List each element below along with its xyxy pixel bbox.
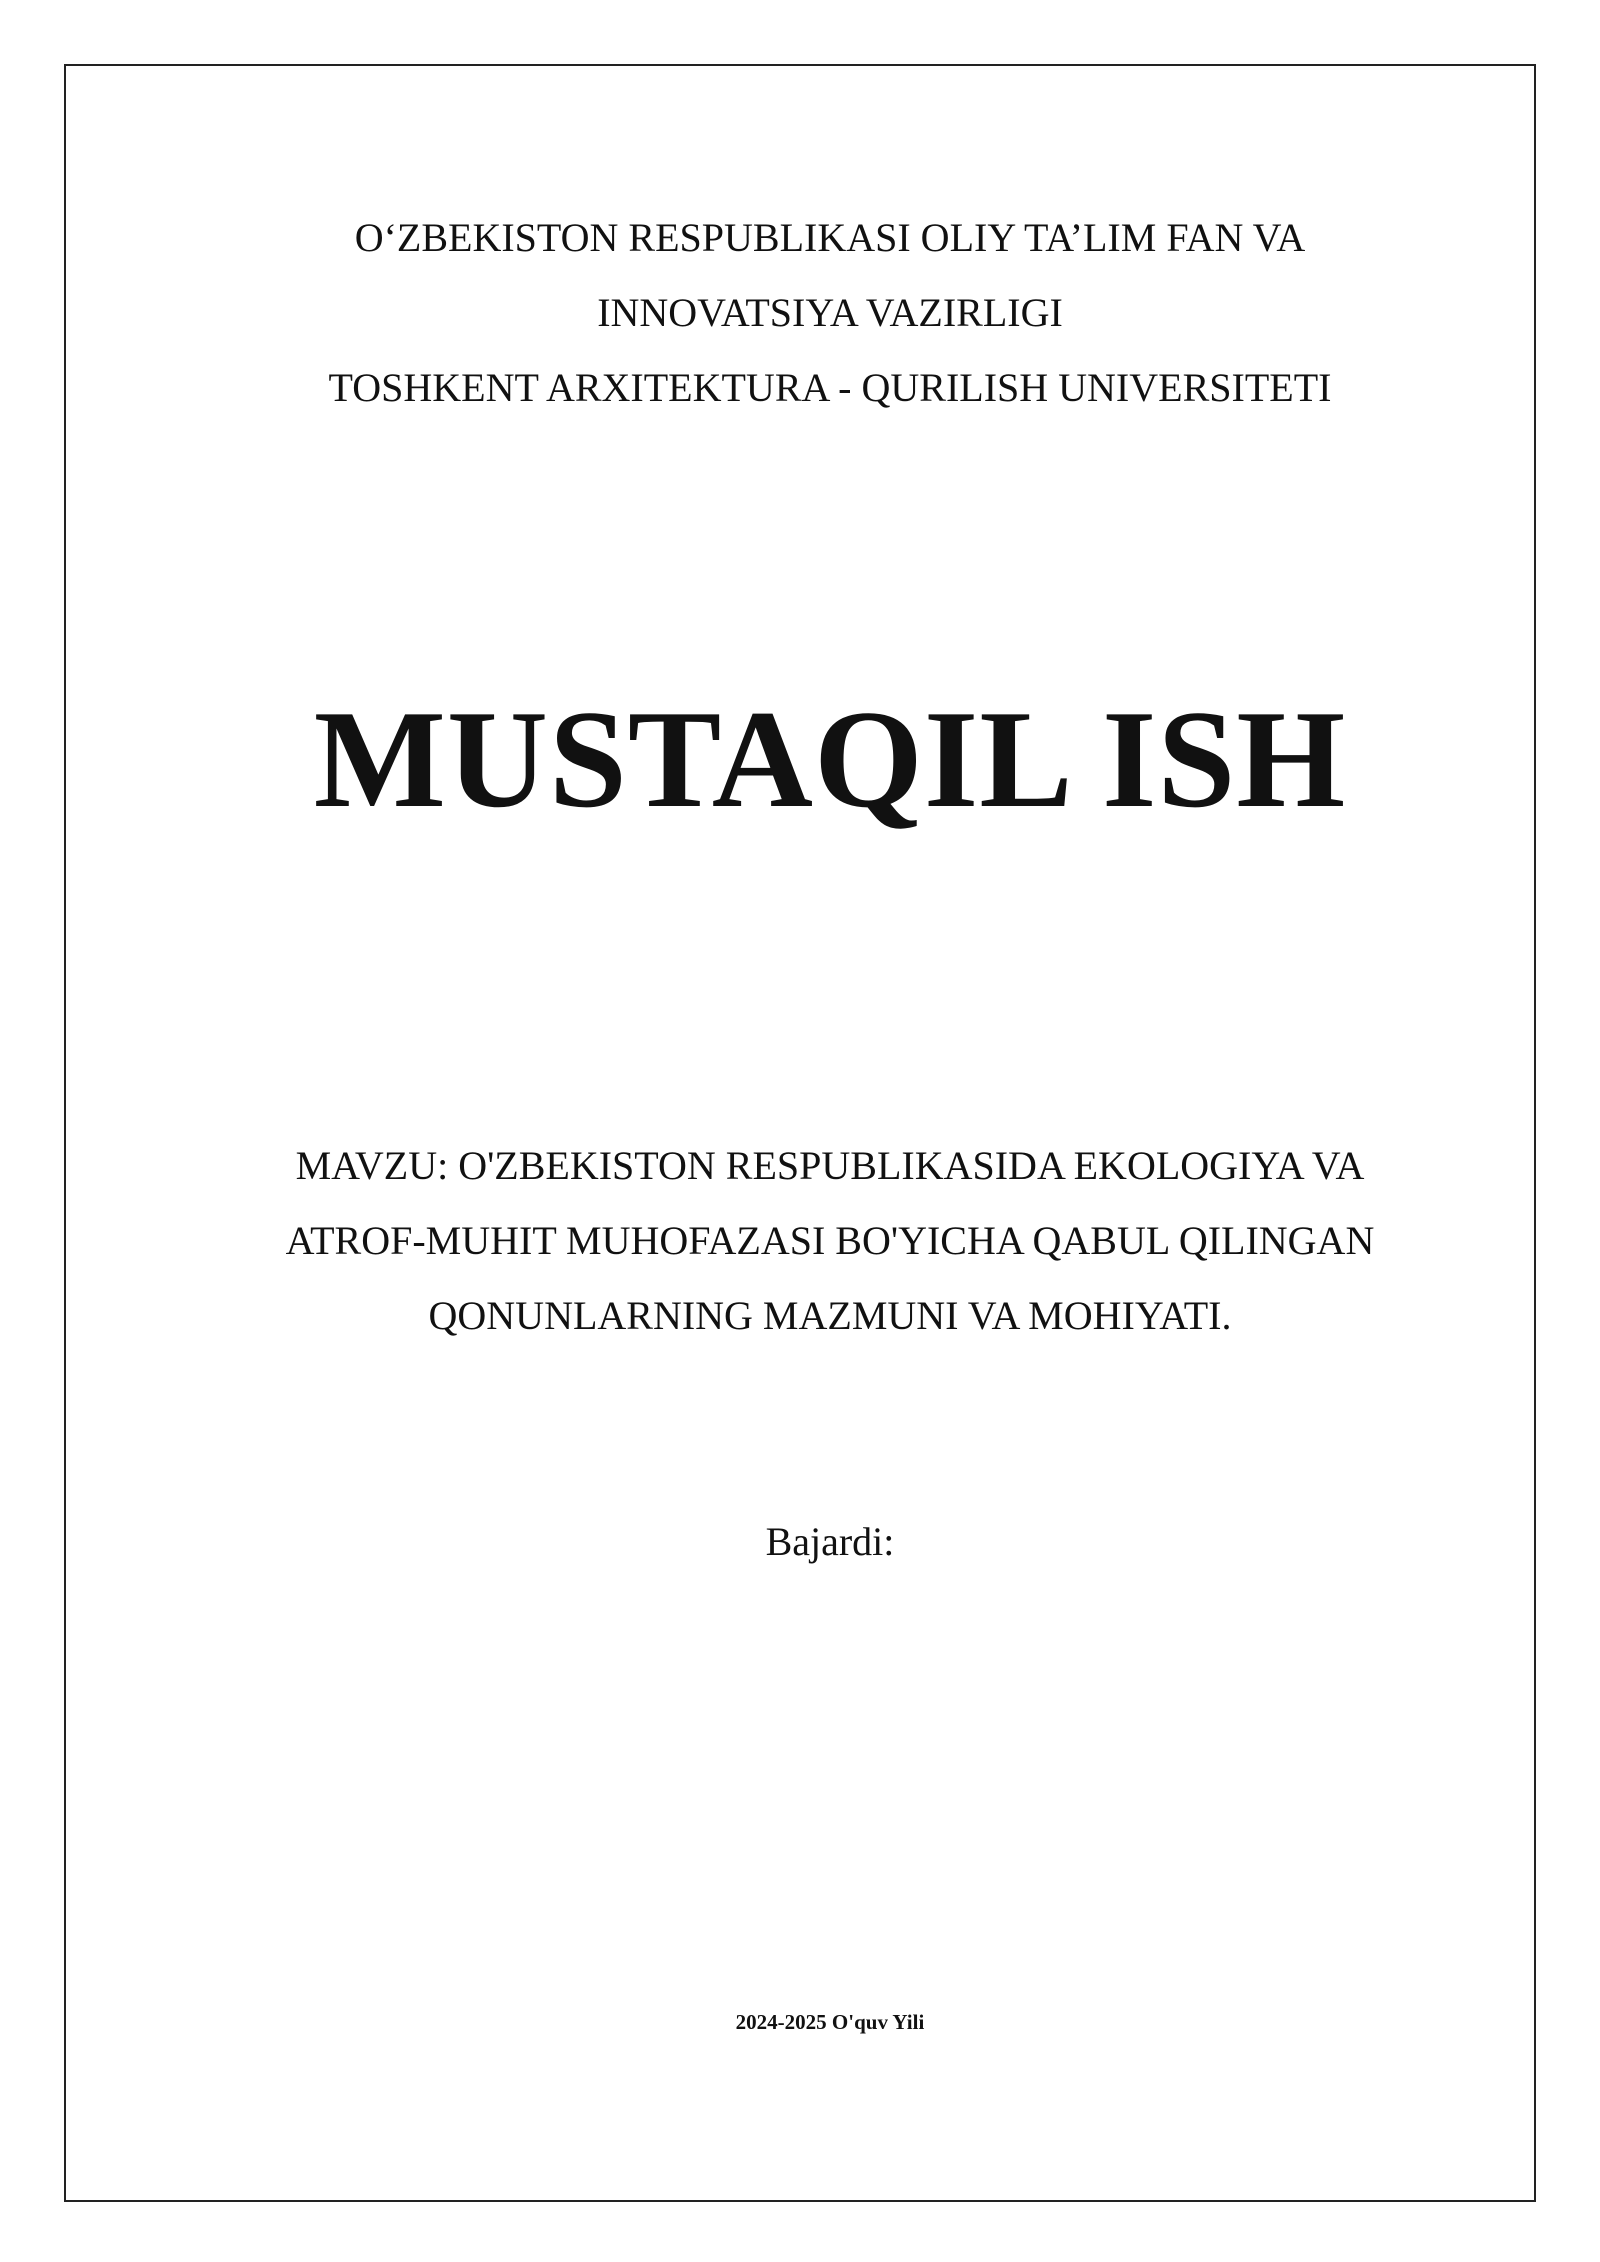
topic-block — [0, 1128, 1600, 1353]
ministry-line-2: INNOVATSIYA VAZIRLIGI — [597, 290, 1063, 335]
topic-line-2: ATROF-MUHIT MUHOFAZASI BO'YICHA QABUL QILINGAN — [285, 1218, 1375, 1263]
performer-label: Bajardi: — [765, 1519, 895, 1564]
ministry-header — [0, 200, 1600, 425]
document-title: MUSTAQIL ISH — [313, 682, 1347, 837]
topic-line-1: MAVZU: O'ZBEKISTON RESPUBLIKASIDA EKOLOGIYA VA — [295, 1143, 1365, 1188]
topic-line-3: QONUNLARNING MAZMUNI VA MOHIYATI. — [428, 1293, 1232, 1338]
ministry-line-1: O‘ZBEKISTON RESPUBLIKASI OLIY TA’LIM FAN VA — [354, 215, 1306, 260]
academic-year: 2024-2025 O'quv Yili — [735, 2010, 925, 2034]
university-name: TOSHKENT ARXITEKTURA - QURILISH UNIVERSITETI — [328, 365, 1332, 410]
